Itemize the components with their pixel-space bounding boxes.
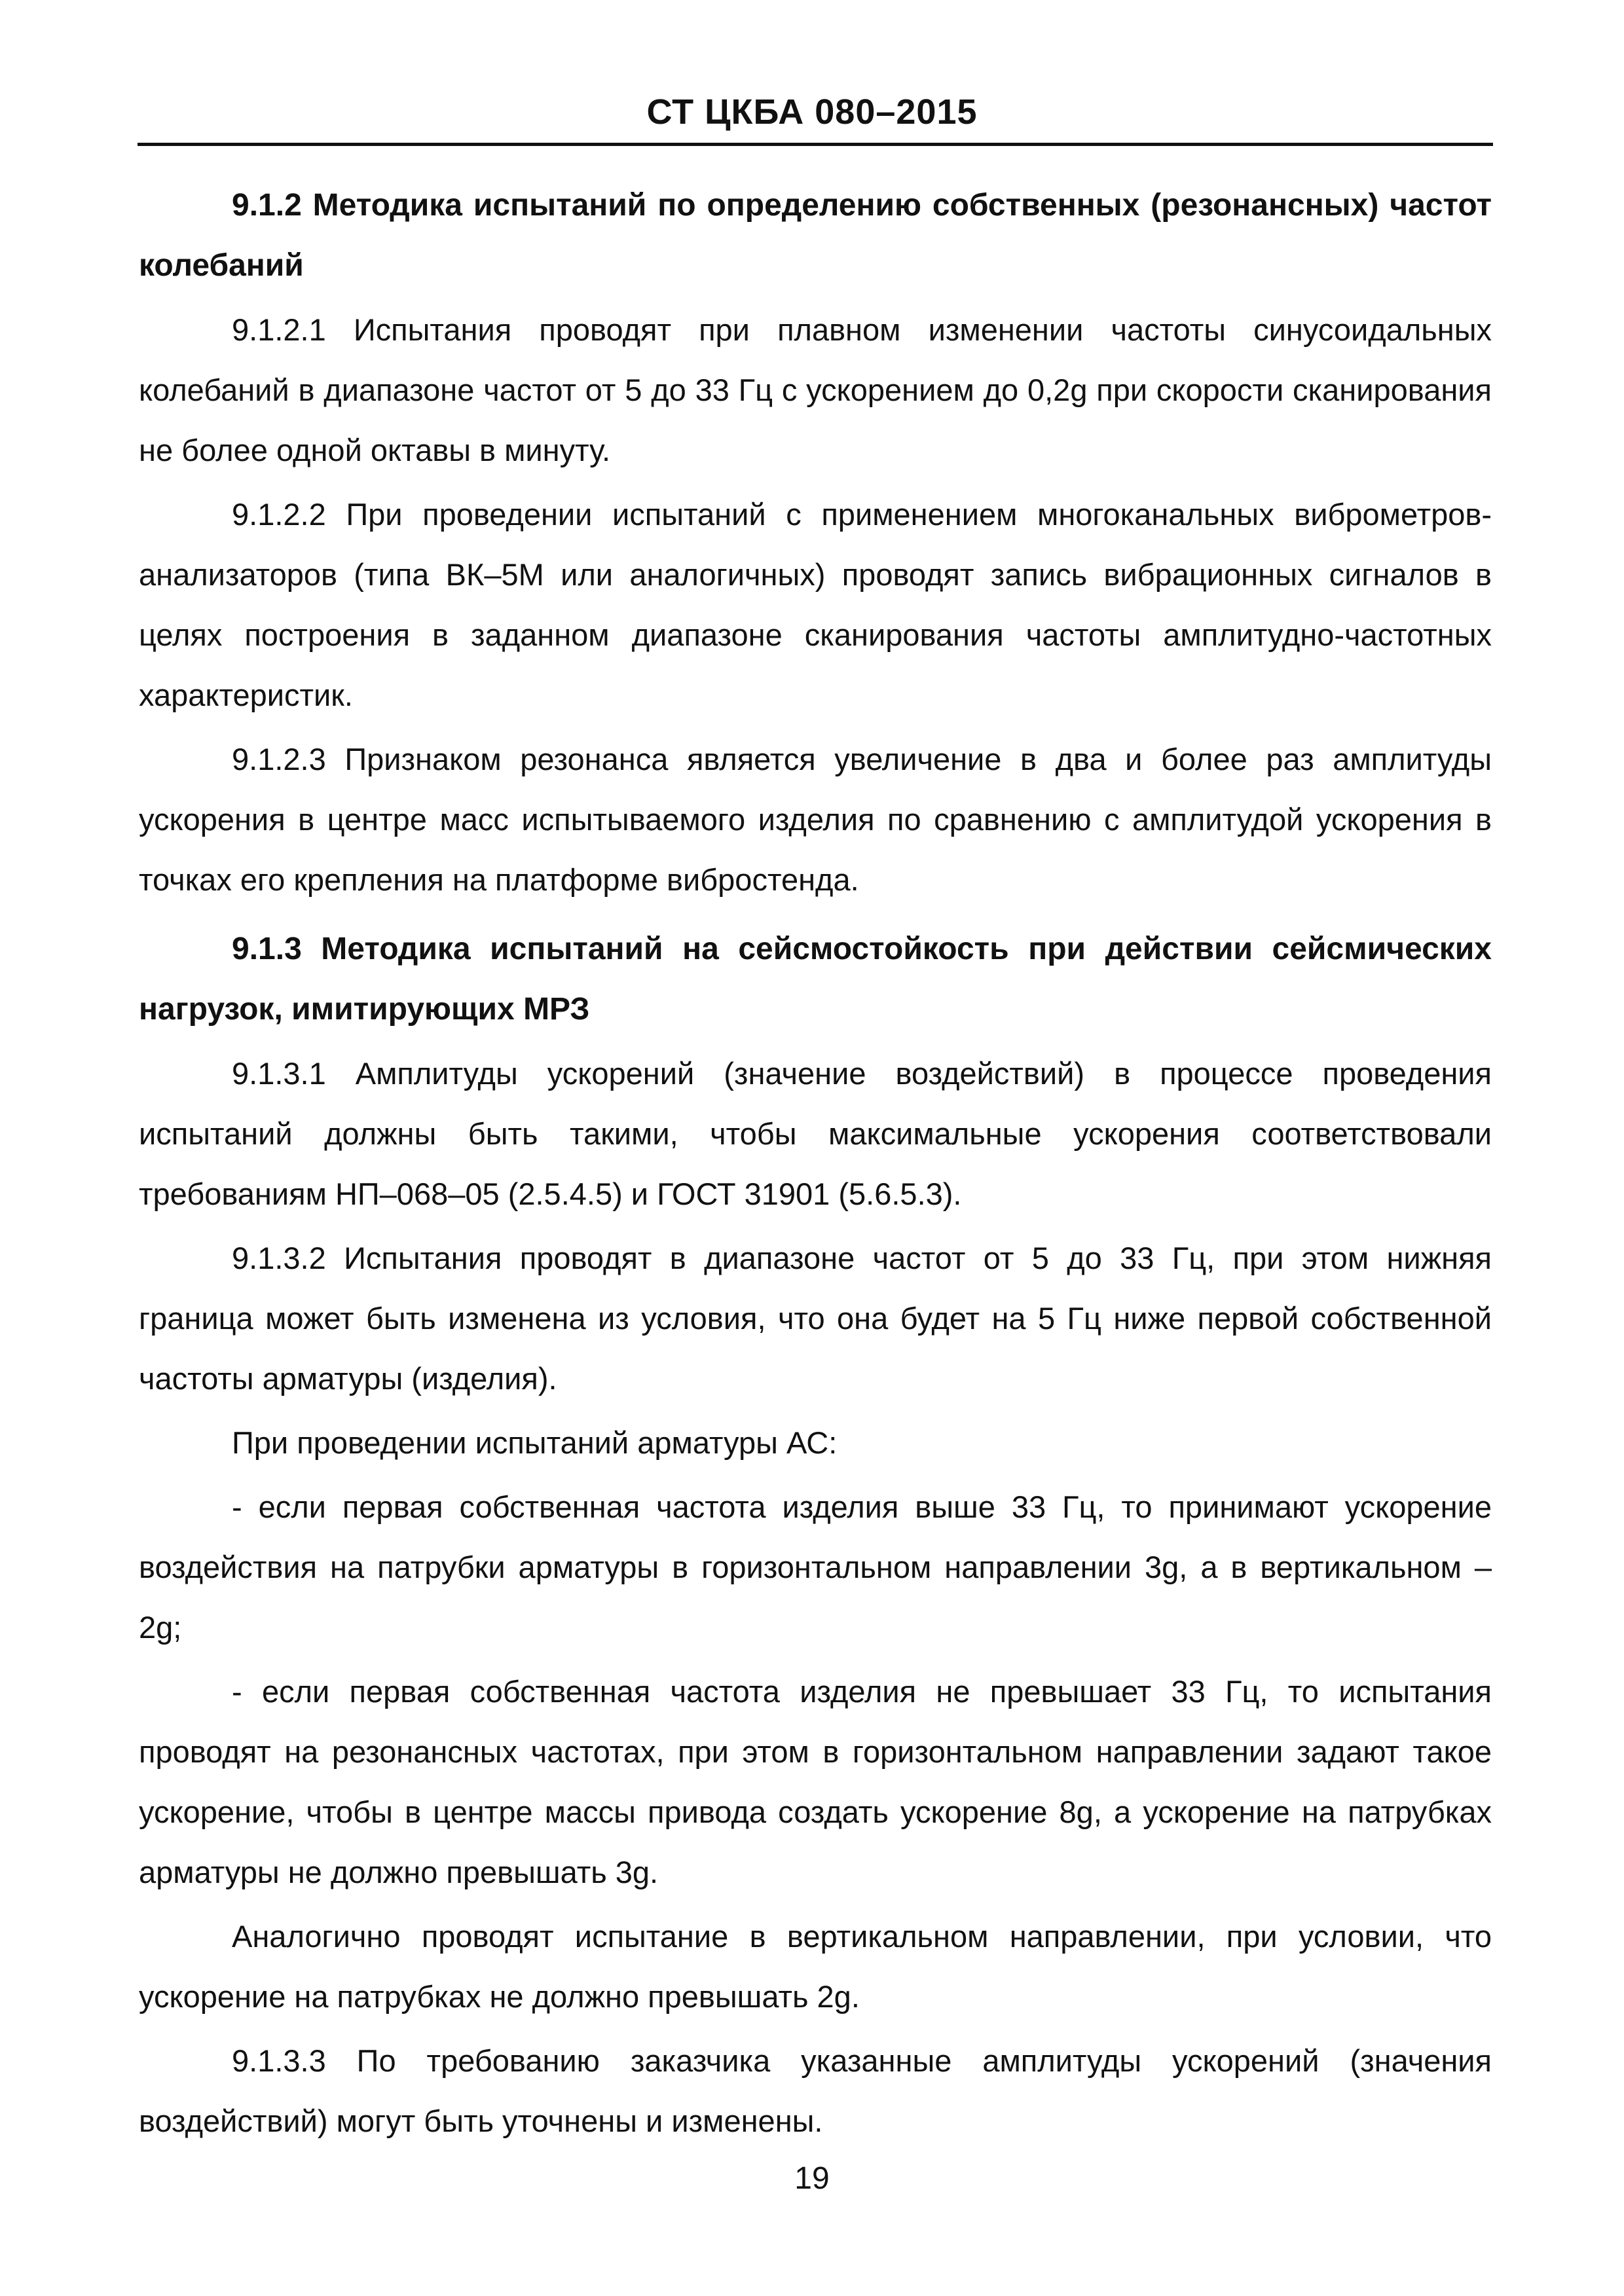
paragraph-9-1-2-1: 9.1.2.1 Испытания проводят при плавном изменении частоты синусоидальных колебаний в диапазоне частот от 5 до 33 Гц с ускорением до 0,2g при скорости сканирования не более одной октавы в минуту. [139, 312, 1492, 467]
document-header-title: СТ ЦКБА 080–2015 [646, 92, 978, 132]
document-body [139, 175, 1492, 2155]
list-item-frequency-above-33: - если первая собственная частота изделия выше 33 Гц, то принимают ускорение воздействия на патрубки арматуры в горизонтальном направлении 3g, а в вертикальном – 2g; [139, 1489, 1492, 1645]
page-number: 19 [794, 2161, 830, 2196]
list-item-frequency-not-above-33: - если первая собственная частота изделия не превышает 33 Гц, то испытания проводят на резонансных частотах, при этом в горизонтальном направлении задают такое ускорение, чтобы в центре массы привода создать ускорение 8g, а ускорение на патрубках арматуры не должно превышать 3g. [139, 1674, 1492, 1889]
paragraph-9-1-2-3: 9.1.2.3 Признаком резонанса является увеличение в два и более раз амплитуды ускорения в центре масс испытываемого изделия по сравнению с амплитудой ускорения в точках его крепления на платформе вибростенда. [139, 742, 1492, 897]
section-heading-9-1-3: 9.1.3 Методика испытаний на сейсмостойкость при действии сейсмических нагрузок, имитирующих МРЗ [139, 932, 1492, 1027]
paragraph-vertical-testing: Аналогично проводят испытание в вертикальном направлении, при условии, что ускорение на патрубках не должно превышать 2g. [139, 1919, 1492, 2014]
header-divider [138, 143, 1493, 146]
paragraph-9-1-3-3: 9.1.3.3 По требованию заказчика указанные амплитуды ускорений (значения воздействий) могут быть уточнены и изменены. [139, 2043, 1492, 2138]
paragraph-9-1-3-1: 9.1.3.1 Амплитуды ускорений (значение воздействий) в процессе проведения испытаний должны быть такими, чтобы максимальные ускорения соответствовали требованиям НП–068–05 (2.5.4.5) и ГОСТ 31901 (5.6.5.3). [139, 1056, 1492, 1211]
section-heading-9-1-2: 9.1.2 Методика испытаний по определению собственных (резонансных) частот колебаний [139, 188, 1492, 283]
paragraph-as-testing-intro: При проведении испытаний арматуры АС: [232, 1425, 838, 1460]
paragraph-9-1-3-2: 9.1.3.2 Испытания проводят в диапазоне частот от 5 до 33 Гц, при этом нижняя граница может быть изменена из условия, что она будет на 5 Гц ниже первой собственной частоты арматуры (изделия). [139, 1241, 1492, 1396]
paragraph-9-1-2-2: 9.1.2.2 При проведении испытаний с применением многоканальных виброметров-анализаторов (типа ВК–5М или аналогичных) проводят запись вибрационных сигналов в целях построения в заданном диапазоне сканирования частоты амплитудно-частотных характеристик. [139, 497, 1492, 712]
